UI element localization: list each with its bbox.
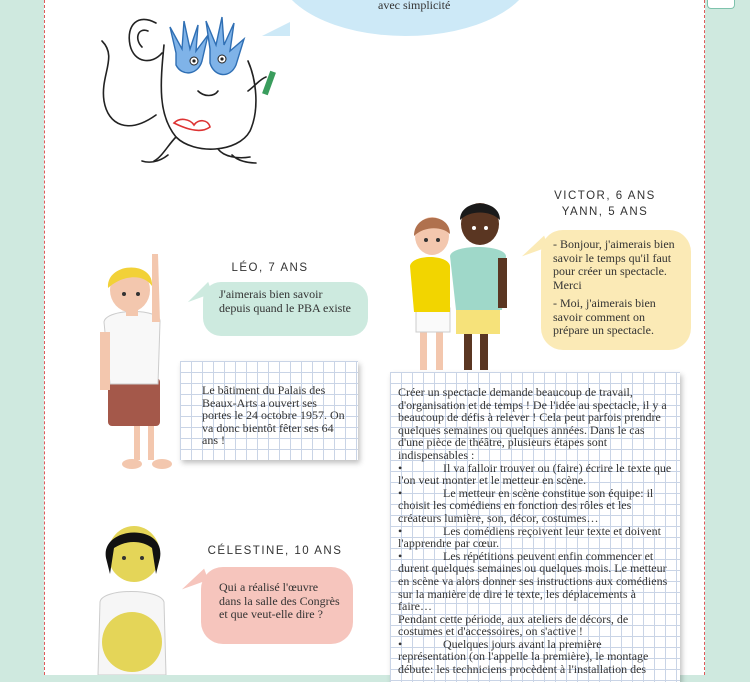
leo-question-bubble xyxy=(203,282,368,336)
spectacle-answer-note xyxy=(390,372,680,682)
right-dashed-border xyxy=(704,0,705,675)
victor-name: VICTOR, 6 ANS xyxy=(554,190,656,202)
spectacle-steps-list xyxy=(398,462,672,613)
yann-name: YANN, 5 ANS xyxy=(561,206,649,218)
victor-yann-illustration xyxy=(404,196,514,381)
spectacle-step: • Les comédiens reçoivent leur texte et doivent l'apprendre par cœur. xyxy=(398,523,661,551)
leo-name: LÉO, 7 ANS xyxy=(231,262,309,274)
celestine-question-text: Qui a réalisé l'œuvre dans la salle des Congrès et que veut-elle dire ? xyxy=(219,580,340,621)
top-bubble-text: avec simplicité xyxy=(378,0,451,12)
victor-question-text: - Bonjour, j'aimerais bien savoir le temps qu'il faut pour créer un spectacle. Merci xyxy=(553,237,675,292)
spectacle-middle: Pendant cette période, aux ateliers de décors, de costumes et d'accessoires, on s'active ! xyxy=(398,611,629,639)
celestine-illustration xyxy=(94,522,174,675)
leo-answer-text: Le bâtiment du Palais des Beaux-Arts a ouvert ses portes le 24 octobre 1957. On va donc bientôt fêter ses 64 ans ! xyxy=(202,383,345,448)
celestine-name: CÉLESTINE, 10 ANS xyxy=(207,545,343,557)
leo-illustration xyxy=(96,252,186,477)
spectacle-step: • Le metteur en scène constitue son équipe: il choisit les comédiens en fonction des rôles et les créateurs lumière, son, décor, costumes… xyxy=(398,485,654,525)
celestine-question-bubble xyxy=(201,567,353,644)
mouse-illustration xyxy=(98,5,298,170)
leo-answer-note xyxy=(180,361,358,460)
spectacle-intro: Créer un spectacle demande beaucoup de travail, d'organisation et de temps ! De l'idée au spectacle, il y a beaucoup de défis à relever ! Cela peut parfois prendre quelques semaines ou quelques années. Dans le cas d'une pièce de théâtre, plusieurs étapes sont indispensables : xyxy=(398,385,667,462)
leo-question-text: J'aimerais bien savoir depuis quand le PBA existe xyxy=(219,287,351,315)
spectacle-step: • Il va falloir trouver ou (faire) écrire le texte que l'on veut monter et le metteur en scène. xyxy=(398,460,672,488)
spectacle-step: • Quelques jours avant la première représentation (on l'appelle la première), le montage débute: les techniciens procèdent à l'installation des xyxy=(398,636,649,677)
page-tab xyxy=(707,0,735,9)
left-dashed-border xyxy=(44,0,45,675)
yann-question-text: - Moi, j'aimerais bien savoir comment on prépare un spectacle. xyxy=(553,296,656,337)
victor-yann-question-bubble xyxy=(541,230,691,350)
spectacle-step: • Les répétitions peuvent enfin commencer et durent quelques semaines ou quelques mois. Le metteur en scène va alors donner ses instructions aux comédiens sur la manière de dire le texte, les déplacements à faire… xyxy=(398,548,668,614)
